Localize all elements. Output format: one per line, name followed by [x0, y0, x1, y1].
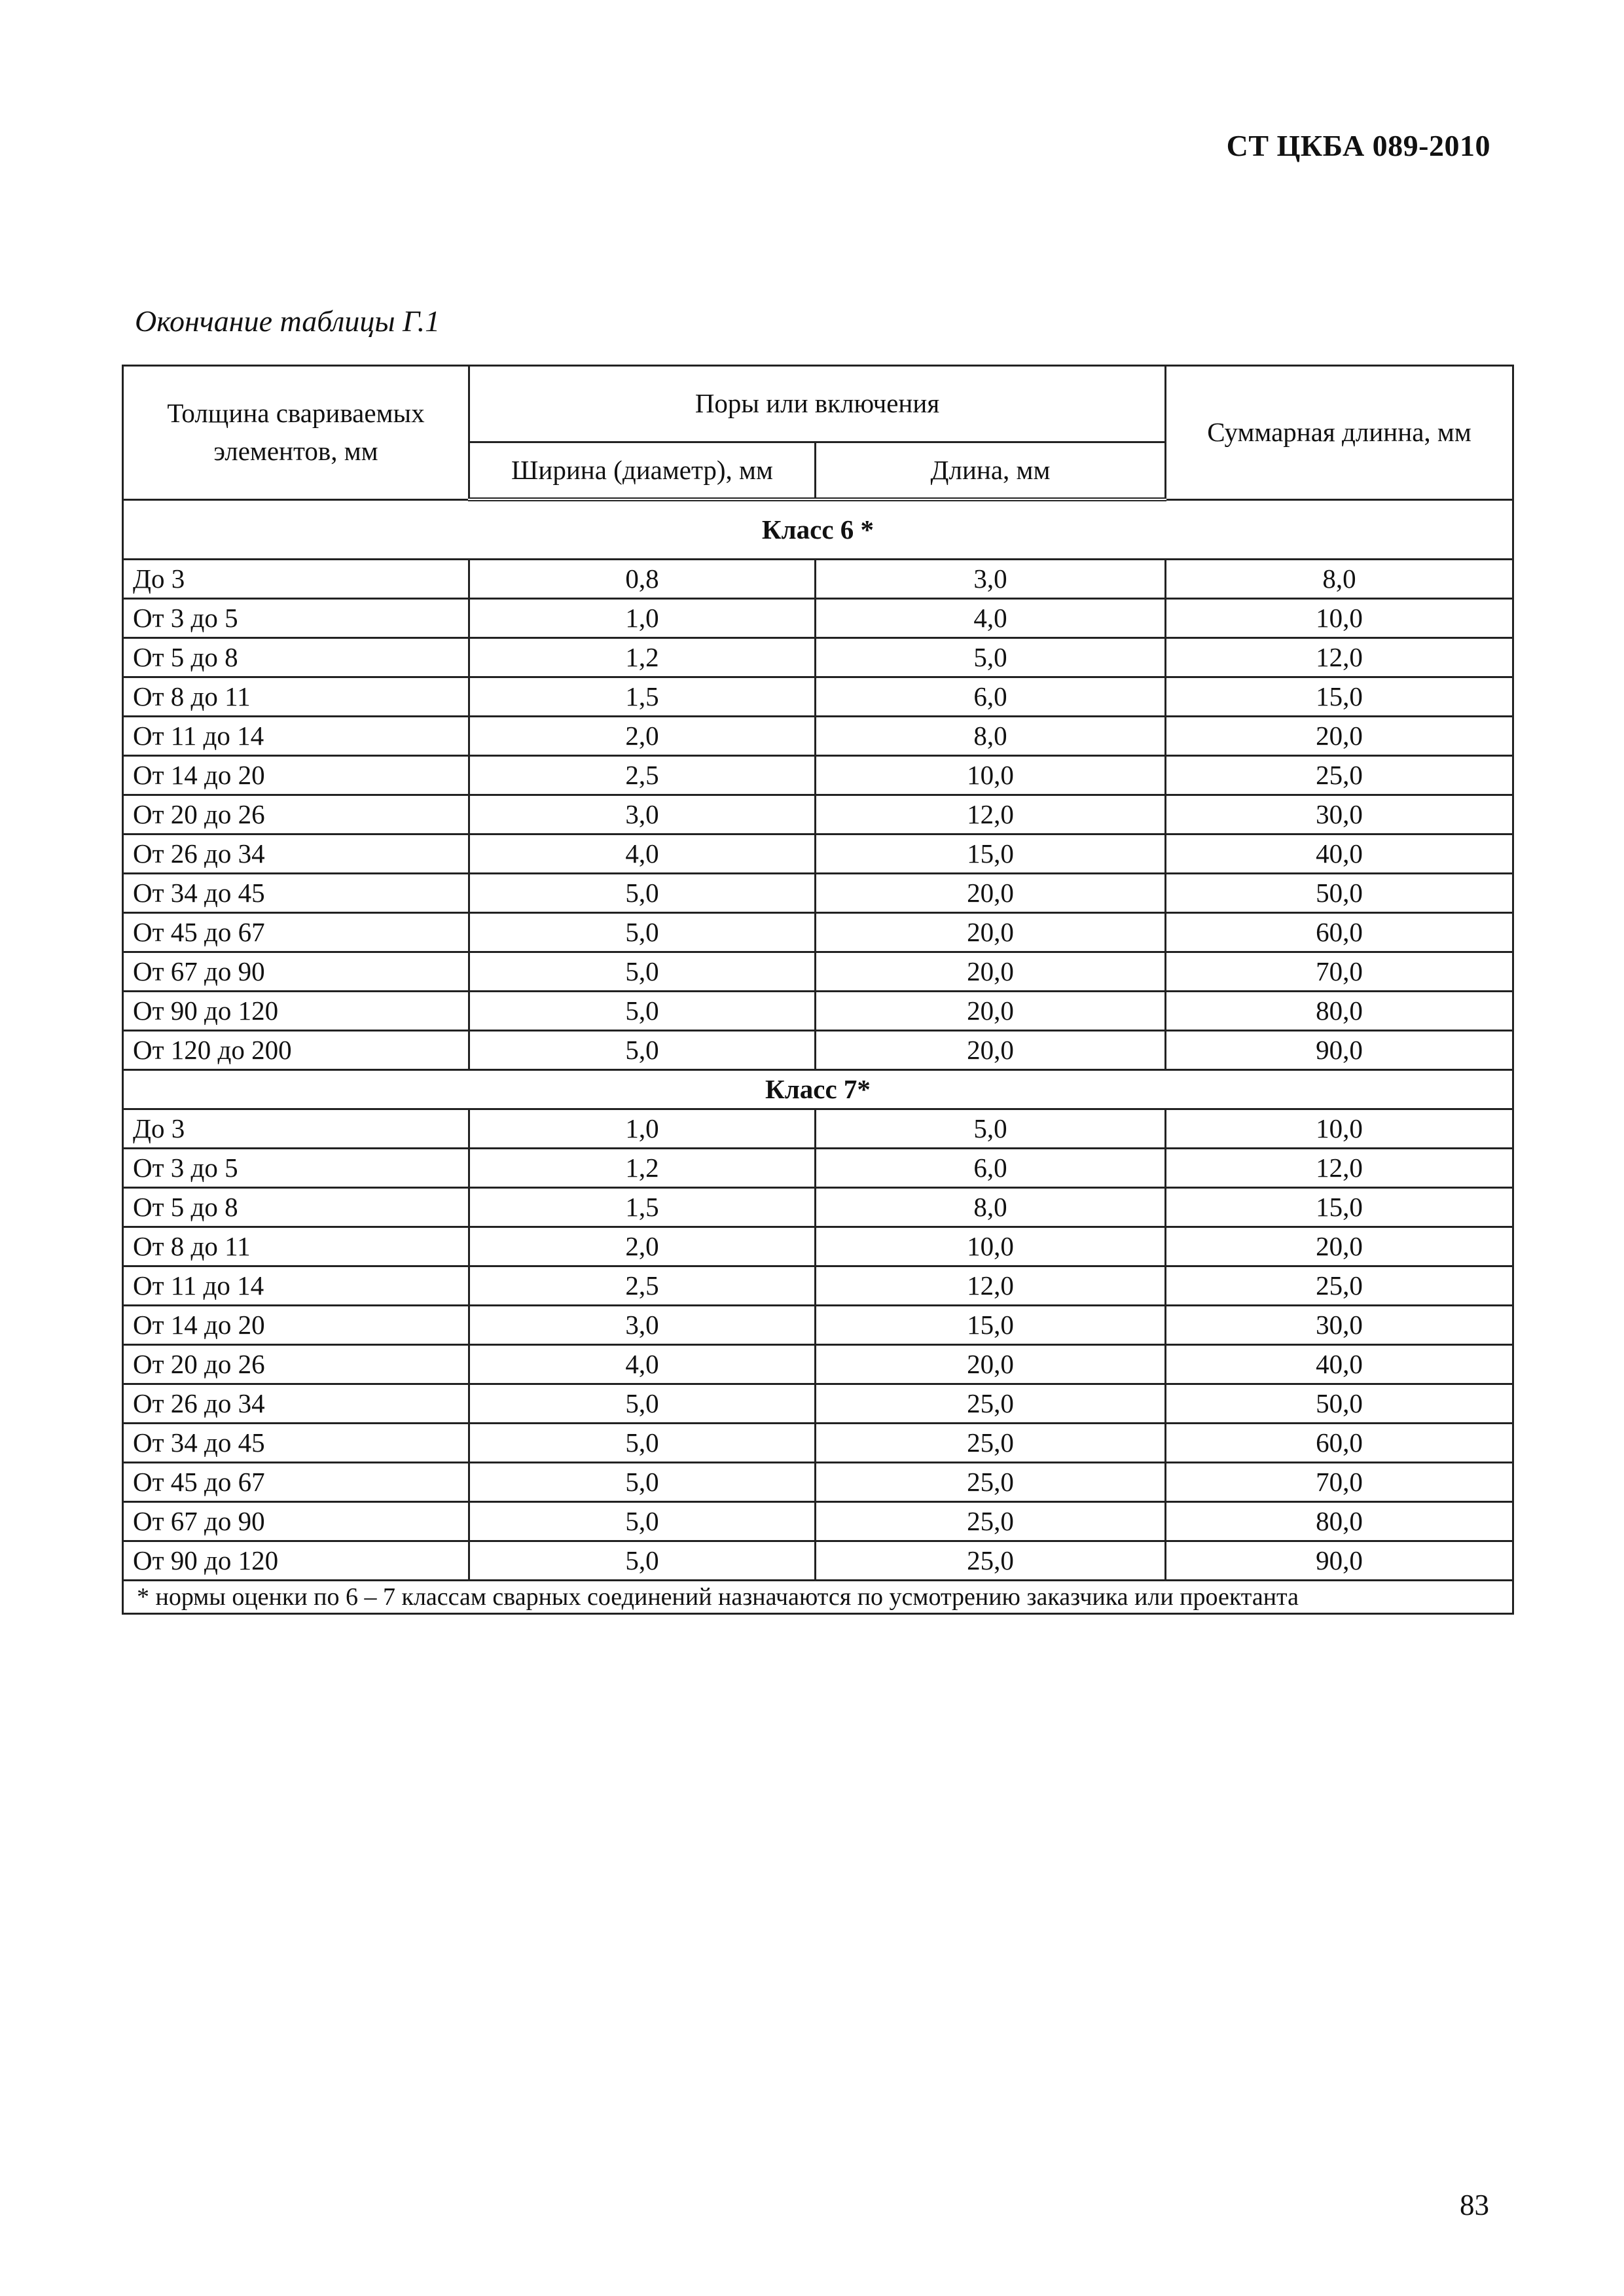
header-thickness: Толщина свариваемых элементов, мм	[123, 366, 469, 500]
document-code: СТ ЦКБА 089-2010	[1226, 129, 1490, 162]
row-width-cell: 3,0	[469, 795, 816, 834]
row-length-cell: 4,0	[816, 599, 1166, 638]
row-thickness-cell: От 90 до 120	[123, 1541, 469, 1581]
table-row	[123, 1188, 1513, 1227]
row-length-cell: 25,0	[816, 1463, 1166, 1502]
row-width-cell: 1,5	[469, 677, 816, 717]
row-total-length-cell: 70,0	[1166, 1463, 1513, 1502]
row-thickness-cell: От 45 до 67	[123, 1463, 469, 1502]
row-total-length-cell: 30,0	[1166, 795, 1513, 834]
row-thickness-cell: От 67 до 90	[123, 952, 469, 992]
row-total-length-cell: 25,0	[1166, 756, 1513, 795]
row-length-cell: 20,0	[816, 952, 1166, 992]
row-width-cell: 2,0	[469, 717, 816, 756]
table-row	[123, 717, 1513, 756]
row-thickness-cell: От 3 до 5	[123, 599, 469, 638]
row-length-cell: 8,0	[816, 717, 1166, 756]
row-width-cell: 5,0	[469, 952, 816, 992]
row-width-cell: 0,8	[469, 560, 816, 599]
table-row	[123, 560, 1513, 599]
row-width-cell: 4,0	[469, 1345, 816, 1384]
header-pores-group: Поры или включения	[469, 366, 1166, 442]
row-total-length-cell: 50,0	[1166, 1384, 1513, 1424]
row-total-length-cell: 70,0	[1166, 952, 1513, 992]
row-length-cell: 10,0	[816, 756, 1166, 795]
row-total-length-cell: 15,0	[1166, 677, 1513, 717]
row-total-length-cell: 90,0	[1166, 1031, 1513, 1070]
row-total-length-cell: 12,0	[1166, 1149, 1513, 1188]
table-row	[123, 1384, 1513, 1424]
row-length-cell: 8,0	[816, 1188, 1166, 1227]
table-header-row	[123, 366, 1513, 442]
row-total-length-cell: 50,0	[1166, 874, 1513, 913]
table-row	[123, 1502, 1513, 1541]
header-length: Длина, мм	[816, 442, 1166, 500]
row-width-cell: 1,0	[469, 1109, 816, 1149]
row-length-cell: 5,0	[816, 1109, 1166, 1149]
row-thickness-cell: До 3	[123, 560, 469, 599]
row-width-cell: 4,0	[469, 834, 816, 874]
row-length-cell: 20,0	[816, 992, 1166, 1031]
row-length-cell: 20,0	[816, 913, 1166, 952]
row-total-length-cell: 40,0	[1166, 834, 1513, 874]
row-total-length-cell: 20,0	[1166, 1227, 1513, 1266]
row-length-cell: 25,0	[816, 1384, 1166, 1424]
class-title: Класс 7*	[123, 1070, 1513, 1109]
row-total-length-cell: 10,0	[1166, 1109, 1513, 1149]
row-length-cell: 3,0	[816, 560, 1166, 599]
row-thickness-cell: От 26 до 34	[123, 834, 469, 874]
row-width-cell: 5,0	[469, 1463, 816, 1502]
table-row	[123, 795, 1513, 834]
class-section-header	[123, 499, 1513, 560]
row-width-cell: 5,0	[469, 1424, 816, 1463]
row-thickness-cell: От 8 до 11	[123, 677, 469, 717]
table-row	[123, 1306, 1513, 1345]
row-length-cell: 6,0	[816, 677, 1166, 717]
row-length-cell: 25,0	[816, 1541, 1166, 1581]
row-thickness-cell: От 45 до 67	[123, 913, 469, 952]
class-section-header	[123, 1070, 1513, 1109]
table-caption: Окончание таблицы Г.1	[135, 304, 441, 338]
header-total-length: Суммарная длинна, мм	[1166, 366, 1513, 500]
table-note-row	[123, 1581, 1513, 1614]
table-row	[123, 677, 1513, 717]
row-thickness-cell: От 14 до 20	[123, 756, 469, 795]
table-row	[123, 638, 1513, 677]
table-row	[123, 1424, 1513, 1463]
row-width-cell: 2,0	[469, 1227, 816, 1266]
row-total-length-cell: 20,0	[1166, 717, 1513, 756]
table-row	[123, 599, 1513, 638]
row-width-cell: 1,2	[469, 638, 816, 677]
row-total-length-cell: 10,0	[1166, 599, 1513, 638]
row-width-cell: 1,0	[469, 599, 816, 638]
row-width-cell: 5,0	[469, 1502, 816, 1541]
row-length-cell: 5,0	[816, 638, 1166, 677]
row-total-length-cell: 90,0	[1166, 1541, 1513, 1581]
row-width-cell: 1,2	[469, 1149, 816, 1188]
row-width-cell: 5,0	[469, 1384, 816, 1424]
row-thickness-cell: От 67 до 90	[123, 1502, 469, 1541]
table-row	[123, 1463, 1513, 1502]
row-width-cell: 2,5	[469, 1266, 816, 1306]
row-width-cell: 2,5	[469, 756, 816, 795]
row-thickness-cell: От 20 до 26	[123, 1345, 469, 1384]
row-thickness-cell: От 11 до 14	[123, 717, 469, 756]
row-thickness-cell: От 20 до 26	[123, 795, 469, 834]
row-total-length-cell: 30,0	[1166, 1306, 1513, 1345]
page-number: 83	[1460, 2189, 1489, 2221]
row-length-cell: 20,0	[816, 1345, 1166, 1384]
row-thickness-cell: От 8 до 11	[123, 1227, 469, 1266]
row-length-cell: 15,0	[816, 1306, 1166, 1345]
table-row	[123, 874, 1513, 913]
row-width-cell: 5,0	[469, 1031, 816, 1070]
row-total-length-cell: 25,0	[1166, 1266, 1513, 1306]
row-length-cell: 15,0	[816, 834, 1166, 874]
row-width-cell: 3,0	[469, 1306, 816, 1345]
row-total-length-cell: 80,0	[1166, 992, 1513, 1031]
header-width: Ширина (диаметр), мм	[469, 442, 816, 500]
row-width-cell: 1,5	[469, 1188, 816, 1227]
table-row	[123, 756, 1513, 795]
row-length-cell: 20,0	[816, 1031, 1166, 1070]
row-thickness-cell: От 34 до 45	[123, 874, 469, 913]
row-thickness-cell: От 5 до 8	[123, 638, 469, 677]
row-total-length-cell: 80,0	[1166, 1502, 1513, 1541]
row-width-cell: 5,0	[469, 992, 816, 1031]
row-thickness-cell: От 11 до 14	[123, 1266, 469, 1306]
row-length-cell: 10,0	[816, 1227, 1166, 1266]
table-note: * нормы оценки по 6 – 7 классам сварных соединений назначаются по усмотрению заказчика или проектанта	[123, 1581, 1513, 1614]
row-total-length-cell: 12,0	[1166, 638, 1513, 677]
row-length-cell: 20,0	[816, 874, 1166, 913]
row-length-cell: 25,0	[816, 1424, 1166, 1463]
row-total-length-cell: 60,0	[1166, 913, 1513, 952]
table-row	[123, 1031, 1513, 1070]
table-row	[123, 1266, 1513, 1306]
row-length-cell: 12,0	[816, 795, 1166, 834]
row-width-cell: 5,0	[469, 1541, 816, 1581]
row-thickness-cell: От 3 до 5	[123, 1149, 469, 1188]
row-thickness-cell: До 3	[123, 1109, 469, 1149]
table-row	[123, 1345, 1513, 1384]
table-row	[123, 1149, 1513, 1188]
row-thickness-cell: От 26 до 34	[123, 1384, 469, 1424]
row-thickness-cell: От 14 до 20	[123, 1306, 469, 1345]
row-total-length-cell: 15,0	[1166, 1188, 1513, 1227]
row-length-cell: 25,0	[816, 1502, 1166, 1541]
table-row	[123, 834, 1513, 874]
row-thickness-cell: От 34 до 45	[123, 1424, 469, 1463]
row-length-cell: 12,0	[816, 1266, 1166, 1306]
table-row	[123, 1227, 1513, 1266]
class-title: Класс 6 *	[123, 499, 1513, 560]
table-row	[123, 952, 1513, 992]
table-body	[123, 499, 1513, 1581]
row-thickness-cell: От 120 до 200	[123, 1031, 469, 1070]
row-thickness-cell: От 90 до 120	[123, 992, 469, 1031]
welding-defects-table	[122, 365, 1514, 1615]
row-total-length-cell: 40,0	[1166, 1345, 1513, 1384]
table-row	[123, 913, 1513, 952]
table-row	[123, 1541, 1513, 1581]
table-row	[123, 1109, 1513, 1149]
row-total-length-cell: 8,0	[1166, 560, 1513, 599]
row-length-cell: 6,0	[816, 1149, 1166, 1188]
row-width-cell: 5,0	[469, 874, 816, 913]
row-total-length-cell: 60,0	[1166, 1424, 1513, 1463]
row-thickness-cell: От 5 до 8	[123, 1188, 469, 1227]
row-width-cell: 5,0	[469, 913, 816, 952]
table-row	[123, 992, 1513, 1031]
